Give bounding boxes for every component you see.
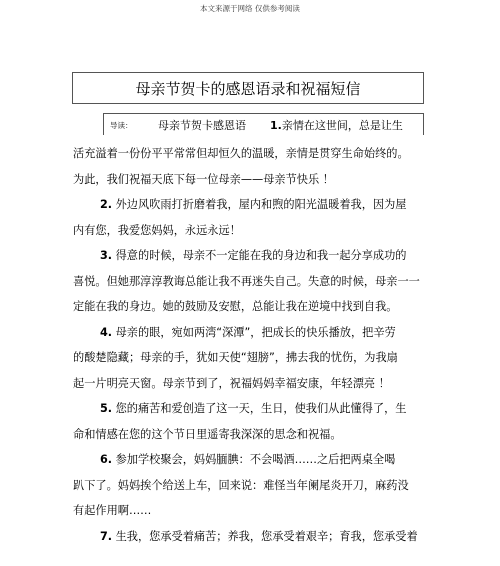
item-text: 母亲的眼，宛如两湾“深潭”，把成长的快乐播放，把辛劳 <box>112 325 396 339</box>
item-number: 2. <box>100 198 113 211</box>
guide-label: 导读： <box>110 121 133 130</box>
item-number: 7. <box>100 529 113 543</box>
text-line <box>73 145 409 161</box>
text-line <box>100 196 406 212</box>
text-line <box>73 349 398 365</box>
text-line <box>100 324 396 340</box>
text-line <box>73 298 397 314</box>
line-text: 活充溢着一份份平平常常但却恒久的温暖，亲情是贯穿生命始终的。 <box>73 147 409 160</box>
text-line <box>100 451 395 467</box>
guide-row <box>103 113 424 135</box>
guide-first-item <box>270 117 403 133</box>
text-line <box>73 375 390 391</box>
document-title <box>72 72 424 104</box>
line-text: 命和情感在您的这个节日里遥寄我深深的思念和祝福。 <box>73 427 342 441</box>
item-text: 亲情在这世间，总是让生 <box>281 119 403 132</box>
line-text: 有起作用啊…… <box>73 504 152 517</box>
text-line <box>73 502 151 518</box>
item-number: 3. <box>100 249 113 262</box>
line-text: 的酸楚隐藏；母亲的手，犹如天使“翅膀”，拂去我的忧伤，为我扇 <box>73 351 398 364</box>
item-number: 5. <box>100 402 113 415</box>
line-text: 趴下了。妈妈挨个给送上车，回来说：难怪当年阑尾炎开刀，麻药没 <box>73 478 409 492</box>
item-number: 4. <box>100 325 113 339</box>
text-line <box>100 528 418 544</box>
item-text: 得意的时候，母亲不一定能在我的身边和我一起分享成功的 <box>112 249 407 262</box>
guide-text: 母亲节贺卡感恩语 <box>158 119 246 132</box>
text-line <box>73 273 420 289</box>
text-line <box>100 247 406 263</box>
page-header: 本文来源于网络 仅供参考阅读 <box>200 4 300 13</box>
title-text: 母亲节贺卡的感恩语录和祝福短信 <box>135 79 361 98</box>
line-text: 定能在我的身边。她的鼓励及安慰，总能让我在逆境中找到自我。 <box>73 300 398 313</box>
line-text: 为此，我们祝福天底下每一位母亲——母亲节快乐 ！ <box>73 172 334 186</box>
text-line <box>73 222 241 238</box>
text-line <box>100 400 406 416</box>
line-text: 喜悦。但她那淳淳教诲总能让我不再迷失自己。失意的时候，母亲一一 <box>73 274 420 288</box>
line-text: 内有您，我爱您妈妈，永远永远！ <box>73 223 241 237</box>
text-line <box>73 426 342 442</box>
item-number: 6. <box>100 453 113 466</box>
item-text: 外边风吹雨打折磨着我，屋内和煦的阳光温暖着我，因为屋 <box>112 198 407 211</box>
item-text: 生我，您承受着痛苦；养我，您承受着艰辛；育我，您承受着 <box>112 529 418 543</box>
text-line <box>73 477 409 493</box>
item-number: 1. <box>270 119 282 132</box>
item-text: 您的痛苦和爱创造了这一天，生日，使我们从此懂得了，生 <box>112 402 407 415</box>
item-text: 参加学校聚会，妈妈腼腆：不会喝酒……之后把两桌全喝 <box>112 453 396 466</box>
text-line <box>73 171 334 187</box>
line-text: 起一片明亮天窗。母亲节到了，祝福妈妈幸福安康，年轻漂亮 ！ <box>73 376 390 390</box>
